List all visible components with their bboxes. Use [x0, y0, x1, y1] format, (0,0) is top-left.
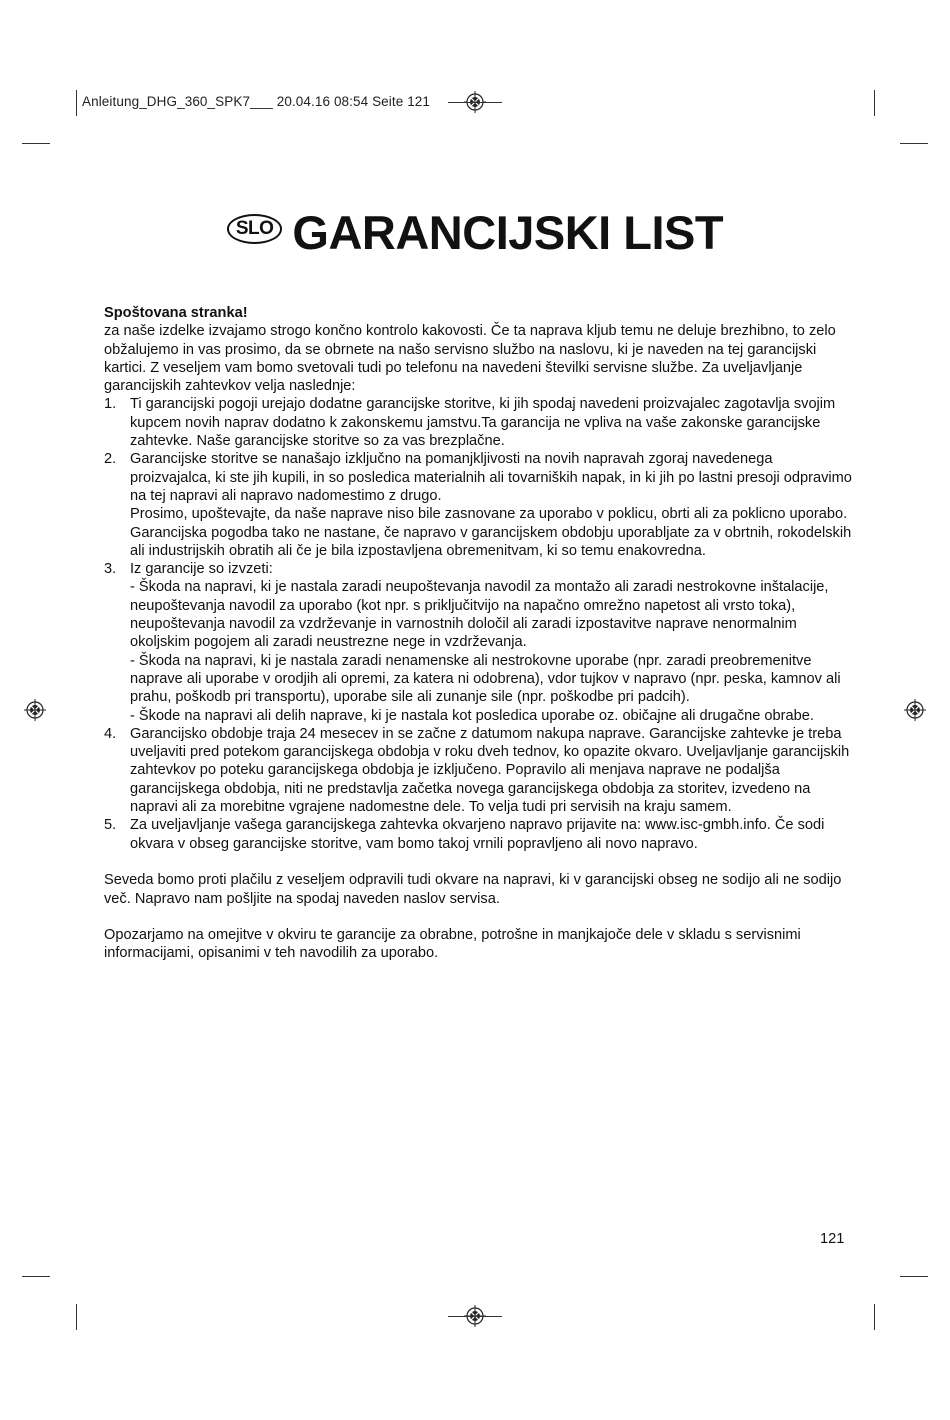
list-item [104, 560, 852, 725]
list-item [104, 725, 852, 816]
intro-paragraph: za naše izdelke izvajamo strogo končno kontrolo kakovosti. Če ta naprava kljub temu ne deluje brezhibno, to zelo obžalujemo in vas prosimo, da se obrnete na našo servisno službo na naslovu, ki je naveden na tej garancijski kartici. Z veseljem vam bomo svetovali tudi po telefonu na navedeni številki servisne službe. Za uveljavljanje garancijskih zahtevkov velja naslednje: [104, 323, 836, 395]
list-item [104, 816, 852, 853]
registration-mark-icon [24, 699, 46, 721]
crop-mark [900, 143, 928, 144]
list-item-number: 4. [104, 725, 117, 742]
list-item-paragraph: Garancijsko obdobje traja 24 mesecev in se začne z datumom nakupa naprave. Garancijske zahtevke je treba uveljaviti pred potekom garancijskega obdobja v roku dveh tednov, ko opazite okvaro. Uveljavljanje garancijskih zahtevkov po poteku garancijskega obdobja je izključeno. Popravilo ali menjava naprave ne podaljša garancijskega obdobja, niti ne predstavlja začetka novega garancijskega obdobja za storitev, izvedeno na napravi ali za morebitne vgrajene nadomestne dele. To velja tudi pri servisih na kraju samem. [130, 725, 850, 816]
crop-mark [874, 1304, 875, 1330]
outro-paragraph-1: Seveda bomo proti plačilu z veseljem odpravili tudi okvare na napravi, ki v garancijski obseg ne sodijo ali ne sodijo več. Napravo nam pošljite na spodaj naveden naslov servisa. [104, 872, 842, 907]
warranty-text [104, 304, 852, 963]
list-item-paragraph: Ti garancijski pogoji urejajo dodatne garancijske storitve, ki jih spodaj navedeni proizvajalec zagotavlja svojim kupcem novih naprav dodatno k zakonskemu jamstvu.Ta garancija ne vpliva na vaše zakonske garancijske zahtevke. Naše garancijske storitve so za vas brezplačne. [130, 396, 836, 450]
crop-mark [22, 1276, 50, 1277]
crop-mark [448, 102, 502, 103]
page-title: GARANCIJSKI LIST [292, 206, 724, 259]
list-item-paragraph: - Škoda na napravi, ki je nastala zaradi nenamenske ali nestrokovne uporabe (npr. zaradi preobremenitve naprave ali uporabe v orodjih ali opremi, za katera ni odobrena), vdor tujkov v napravo (npr. peska, kamnov ali prahu, poškodb pri transportu), uporabe sile ali zunanje sile (npr. poškodbe pri padcih). [130, 652, 841, 706]
list-item-number: 1. [104, 396, 117, 413]
list-item-number: 5. [104, 817, 117, 834]
print-slug: Anleitung_DHG_360_SPK7___ 20.04.16 08:54 Seite 121 [82, 94, 431, 109]
list-item-paragraph: Garancijske storitve se nanašajo izključno na pomanjkljivosti na novih napravah zgoraj navedenega proizvajalca, ki ste jih kupili, in so posledica materialnih ali tovarniških napak, in ki jih po lastni presoji odpravimo na tej napravi ali napravo nadomestimo z drugo. [130, 451, 852, 504]
crop-mark [874, 90, 875, 116]
list-item-number: 3. [104, 561, 117, 578]
list-item-paragraph: Prosimo, upoštevajte, da naše naprave niso bile zasnovane za uporabo v poklicu, obrti ali za poklicno uporabo. Garancijska pogodba tako ne nastane, če napravo v garancijskem obdobju uporabljate za v obrtnih, rokodelskih ali industrijskih obratih ali če je bila izpostavljena obremenitvam, ki so temu enakovredna. [130, 506, 852, 559]
title-row [0, 205, 950, 260]
list-item-paragraph: - Škoda na napravi, ki je nastala zaradi neupoštevanja navodil za montažo ali zaradi nestrokovne inštalacije, neupoštevanja navodil za uporabo (kot npr. s priključitvijo na napačno omrežno napetost ali vrsto toka), neupoštevanja navodil za vzdrževanje in varnostnih določil ali zaradi izpostavitve naprave nenormalnim okoljskim pogojem ali zaradi neustrezne nege in vzdrževanja. [130, 579, 829, 651]
crop-mark [448, 1316, 502, 1317]
crop-mark [76, 1304, 77, 1330]
salutation: Spoštovana stranka! [104, 305, 248, 321]
list-item [104, 395, 852, 450]
conditions-list [104, 395, 852, 852]
crop-mark [76, 90, 77, 116]
list-item-paragraph: Iz garancije so izvzeti: [130, 561, 273, 578]
outro-paragraph-2: Opozarjamo na omejitve v okviru te garancije za obrabne, potrošne in manjkajoče dele v skladu s servisnimi informacijami, opisanimi v teh navodilih za uporabo. [104, 927, 801, 962]
registration-mark-icon [904, 699, 926, 721]
page-number: 121 [820, 1231, 845, 1247]
list-item-paragraph: - Škode na napravi ali delih naprave, ki je nastala kot posledica uporabe oz. običajne ali drugačne obrabe. [130, 707, 814, 724]
crop-mark [900, 1276, 928, 1277]
list-item-number: 2. [104, 451, 117, 468]
list-item [104, 450, 852, 560]
crop-mark [22, 143, 50, 144]
list-item-paragraph: Za uveljavljanje vašega garancijskega zahtevka okvarjeno napravo prijavite na: www.isc-gmbh.info. Če sodi okvara v obseg garancijske storitve, vam bomo takoj vrnili popravljeno ali novo napravo. [130, 817, 825, 852]
language-badge: SLO [227, 214, 283, 244]
